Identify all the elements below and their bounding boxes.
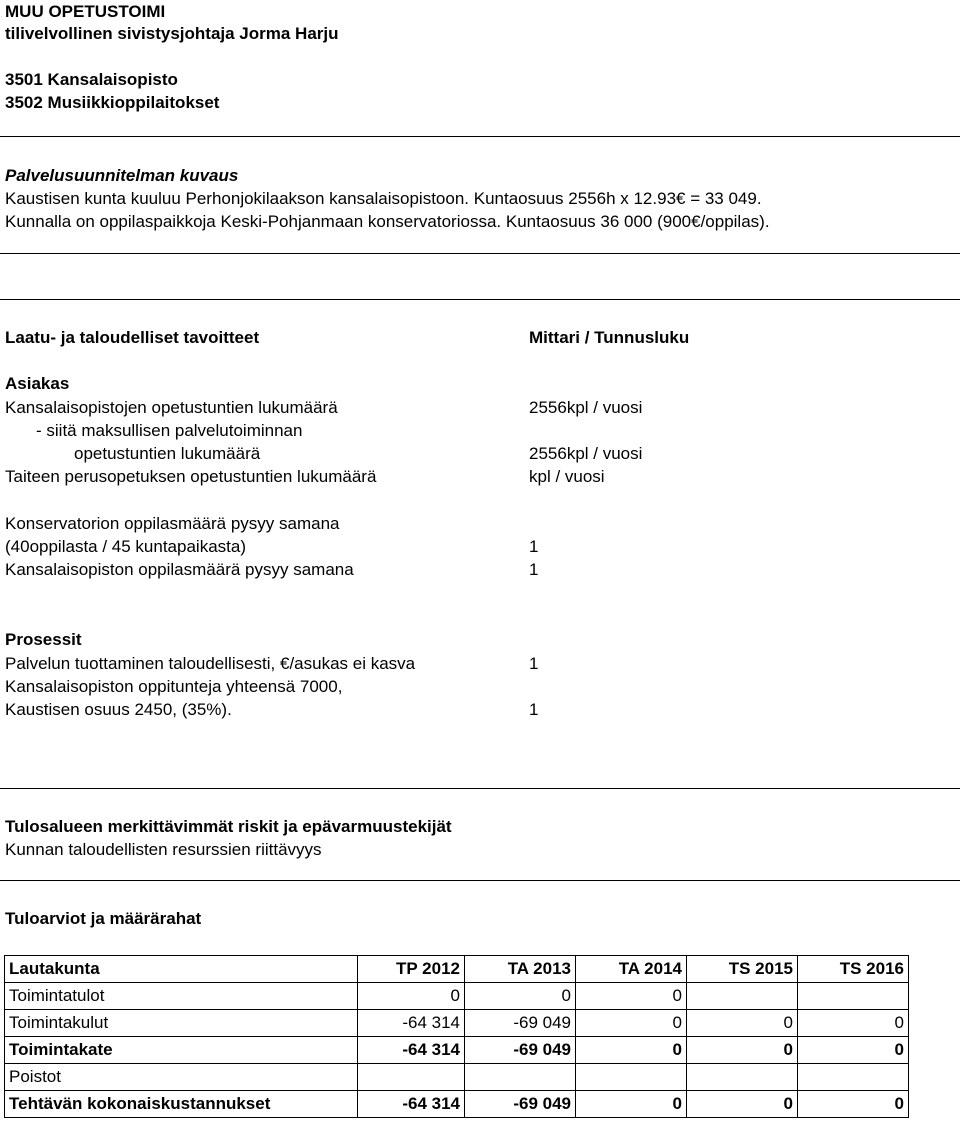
header-cell: TS 2015 [687, 956, 798, 983]
table-cell: 0 [687, 1091, 798, 1118]
table-cell: 0 [798, 1010, 909, 1037]
process-row-2-label-b: Kaustisen osuus 2450, (35%). [5, 700, 232, 719]
header-cell: TA 2014 [576, 956, 687, 983]
table-cell [798, 1064, 909, 1091]
header-cell: TS 2016 [798, 956, 909, 983]
customer-row-2-value: 2556kpl / vuosi [529, 444, 643, 463]
table-cell: -64 314 [358, 1091, 465, 1118]
divider [0, 253, 960, 254]
customer-row-2-label-b: opetustuntien lukumäärä [74, 444, 261, 463]
row-label: Poistot [5, 1064, 358, 1091]
table-cell [687, 1064, 798, 1091]
customer-row-1-label: Kansalaisopistojen opetustuntien lukumäärä [5, 398, 338, 417]
table-cell: 0 [465, 983, 576, 1010]
table-row [5, 1064, 909, 1091]
header-cell: TP 2012 [358, 956, 465, 983]
row-label: Toimintakulut [5, 1010, 358, 1037]
customer-row-3-value: kpl / vuosi [529, 467, 605, 486]
unit-3502: 3502 Musiikkioppilaitokset [5, 93, 220, 112]
row-label: Toimintatulot [5, 983, 358, 1010]
table-cell [687, 983, 798, 1010]
table-row [5, 1010, 909, 1037]
row-label: Toimintakate [5, 1037, 358, 1064]
plan-line-1: Kaustisen kunta kuuluu Perhonjokilaakson kansalaisopistoon. Kuntaosuus 2556h x 12.93€ = 33 049. [5, 189, 762, 208]
divider [0, 788, 960, 789]
customer-row-4-value: 1 [529, 537, 539, 556]
budget-title: Tuloarviot ja määrärahat [5, 909, 202, 928]
customer-row-1-value: 2556kpl / vuosi [529, 398, 643, 417]
risks-title: Tulosalueen merkittävimmät riskit ja epävarmuustekijät [5, 817, 452, 836]
goals-title: Laatu- ja taloudelliset tavoitteet [5, 328, 260, 347]
divider [0, 136, 960, 137]
customer-row-2-label-a: - siitä maksullisen palvelutoiminnan [36, 421, 303, 440]
budget-table [4, 955, 909, 1118]
table-cell: -64 314 [358, 1010, 465, 1037]
process-row-2-label-a: Kansalaisopiston oppitunteja yhteensä 7000, [5, 677, 343, 696]
accountable-official: tilivelvollinen sivistysjohtaja Jorma Harju [5, 24, 339, 43]
plan-line-2: Kunnalla on oppilaspaikkoja Keski-Pohjanmaan konservatoriossa. Kuntaosuus 36 000 (900€/oppilas). [5, 212, 770, 231]
table-row [5, 1037, 909, 1064]
org-title: MUU OPETUSTOIMI [5, 2, 166, 21]
table-cell: 0 [576, 1037, 687, 1064]
table-row [5, 1091, 909, 1118]
customer-row-4-label-a: Konservatorion oppilasmäärä pysyy samana [5, 514, 340, 533]
customer-row-3-label: Taiteen perusopetuksen opetustuntien lukumäärä [5, 467, 377, 486]
table-cell: -69 049 [465, 1091, 576, 1118]
header-cell: TA 2013 [465, 956, 576, 983]
customer-row-4-label-b: (40oppilasta / 45 kuntapaikasta) [5, 537, 246, 556]
table-header-row [5, 956, 909, 983]
table-cell: -64 314 [358, 1037, 465, 1064]
table-cell [576, 1064, 687, 1091]
risks-text: Kunnan taloudellisten resurssien riittävyys [5, 840, 322, 859]
customer-row-5-value: 1 [529, 560, 539, 579]
divider [0, 880, 960, 881]
table-cell: 0 [576, 983, 687, 1010]
table-cell: 0 [576, 1010, 687, 1037]
table-cell: 0 [576, 1091, 687, 1118]
table-row [5, 983, 909, 1010]
table-cell: 0 [358, 983, 465, 1010]
table-cell [465, 1064, 576, 1091]
unit-3501: 3501 Kansalaisopisto [5, 70, 178, 89]
process-row-2-value: 1 [529, 700, 539, 719]
table-cell: 0 [687, 1037, 798, 1064]
table-cell [798, 983, 909, 1010]
header-cell: Lautakunta [5, 956, 358, 983]
plan-title: Palvelusuunnitelman kuvaus [5, 166, 239, 185]
metric-title: Mittari / Tunnusluku [529, 328, 690, 347]
row-label: Tehtävän kokonaiskustannukset [5, 1091, 358, 1118]
process-row-1-label: Palvelun tuottaminen taloudellisesti, €/asukas ei kasva [5, 654, 416, 673]
process-heading: Prosessit [5, 630, 82, 649]
table-cell: 0 [798, 1037, 909, 1064]
table-cell [358, 1064, 465, 1091]
process-row-1-value: 1 [529, 654, 539, 673]
table-cell: -69 049 [465, 1037, 576, 1064]
table-cell: -69 049 [465, 1010, 576, 1037]
table-cell: 0 [687, 1010, 798, 1037]
customer-row-5-label: Kansalaisopiston oppilasmäärä pysyy samana [5, 560, 354, 579]
divider [0, 299, 960, 300]
table-cell: 0 [798, 1091, 909, 1118]
customer-heading: Asiakas [5, 374, 70, 393]
